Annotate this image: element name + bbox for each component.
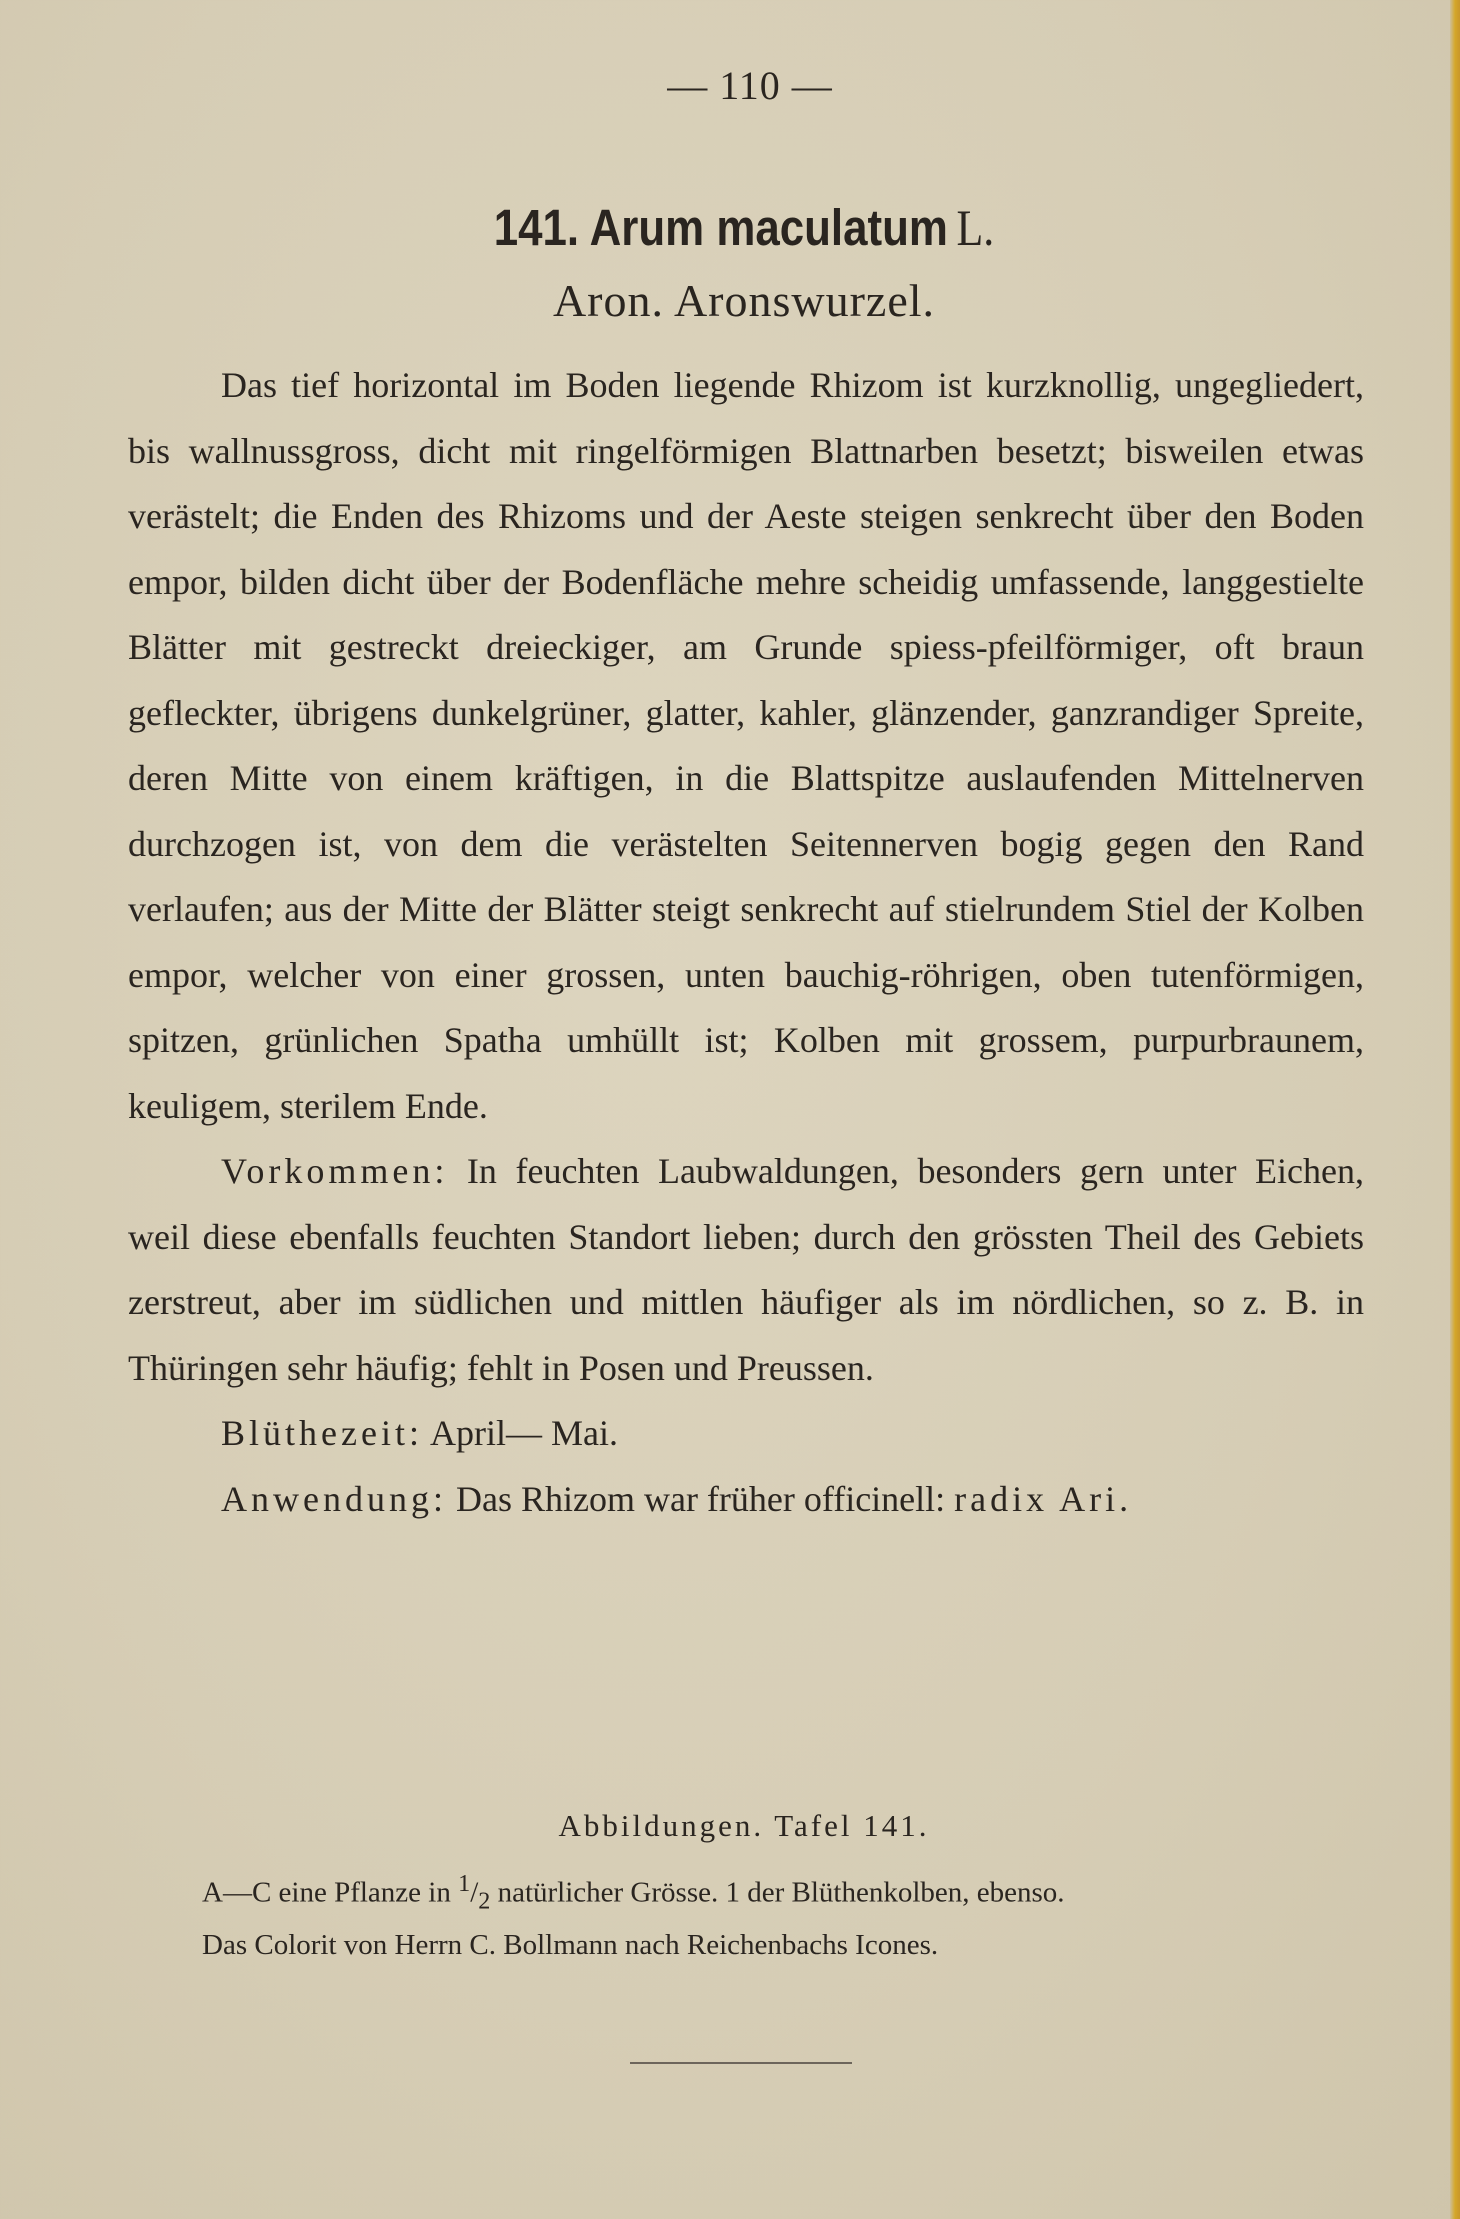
closing-rule <box>630 2062 852 2064</box>
flowering-text: April— Mai. <box>429 1413 618 1453</box>
flowering-label: Blüthezeit: <box>221 1413 423 1453</box>
species-name: 141. Arum maculatum <box>493 199 948 256</box>
usage-term: radix Ari. <box>954 1478 1133 1519</box>
occurrence-label: Vorkommen: <box>221 1151 449 1191</box>
usage-label: Anwendung: <box>221 1478 447 1519</box>
figures-heading: Abbildungen. Tafel 141. <box>558 1808 930 1843</box>
figure-caption-rest: natürlicher Grösse. 1 der Blüthenkolben, ebenso. <box>497 1876 1065 1909</box>
page-edge <box>1450 0 1460 2219</box>
species-author: L. <box>956 201 995 257</box>
usage-text: Das Rhizom war früher officinell: <box>455 1478 946 1519</box>
page-number: — 110 — <box>667 63 833 108</box>
fraction-numerator: 1 <box>458 1870 471 1897</box>
figures-caption <box>126 1862 1362 1967</box>
occurrence-text: In feuchten Laubwaldungen, besonders gern unter Eichen, weil diese ebenfalls feuchten Standort lieben; durch den grössten Theil des Gebiets zerstreut, aber im südlichen und mittlen häufiger als im nördlichen, so z. B. in Thüringen sehr häufig; fehlt in Posen und Preussen. <box>128 1151 1364 1388</box>
description-paragraph: Das tief horizontal im Boden liegende Rhizom ist kurzknollig, ungegliedert, bis wallnussgross, dicht mit ringelförmigen Blattnarben besetzt; bisweilen etwas verästelt; die Enden des Rhizoms und der Aeste steigen senkrecht über den Boden empor, bilden dicht über der Bodenfläche mehre scheidig umfassende, langgestielte Blätter mit gestreckt dreieckiger, am Grunde spiess-pfeilförmiger, oft braun gefleckter, übrigens dunkelgrüner, glatter, kahler, glänzender, ganzrandiger Spreite, deren Mitte von einem kräftigen, in die Blattspitze auslaufenden Mittelnerven durchzogen ist, von dem die verästelten Seitennerven bogig gegen den Rand verlaufen; aus der Mitte der Blätter steigt senkrecht auf stielrundem Stiel der Kolben empor, welcher von einer grossen, unten bauchig-röhrigen, oben tutenförmigen, spitzen, grünlichen Spatha umhüllt ist; Kolben mit grossem, purpurbraunem, keuligem, sterilem Ende. <box>128 365 1364 1126</box>
common-names: Aron. Aronswurzel. <box>552 275 936 326</box>
figure-credit: Das Colorit von Herrn C. Bollmann nach Reichenbachs Icones. <box>202 1929 939 1962</box>
fraction-denominator: 2 <box>478 1887 491 1915</box>
figure-description: A—C eine Pflanze in $^1/_2$ natürlicher Grösse. 1 der Blüthenkolben, ebenso. <box>202 1870 1065 1915</box>
species-title <box>104 198 1384 258</box>
flowering-paragraph <box>128 1401 1364 1467</box>
occurrence-paragraph <box>128 1139 1364 1401</box>
usage-paragraph <box>128 1467 1364 1533</box>
figure-caption-prefix: A—C eine Pflanze in <box>202 1876 451 1909</box>
body-text <box>128 353 1364 1532</box>
